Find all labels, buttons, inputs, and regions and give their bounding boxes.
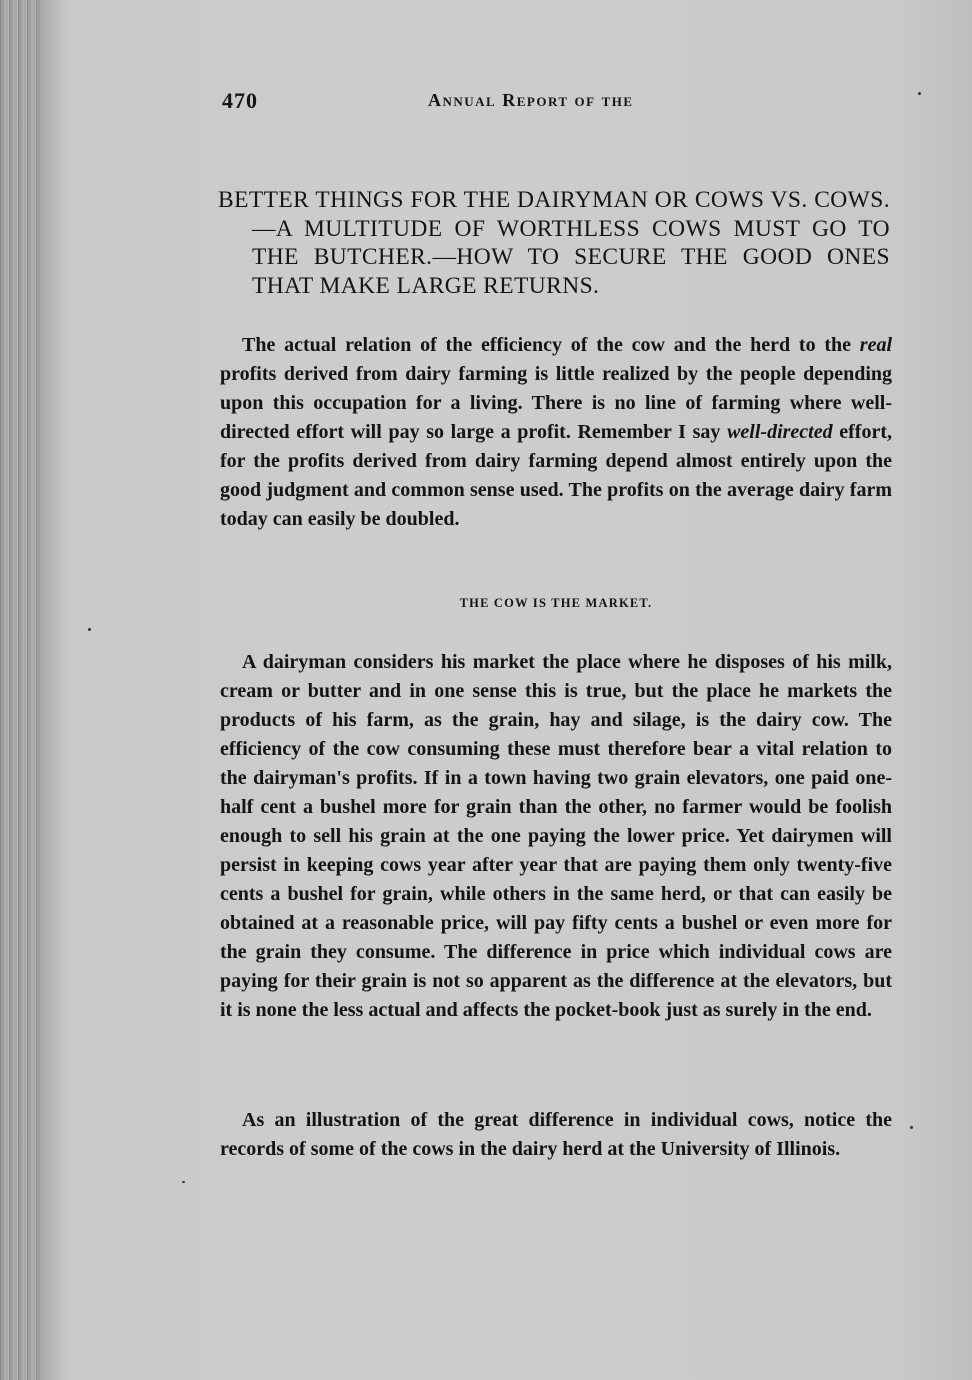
running-head: Annual Report of the (428, 90, 634, 110)
page-number: 470 (222, 88, 258, 113)
intro-emphasis-well-directed: well-directed (727, 421, 833, 443)
page-header (222, 88, 888, 120)
intro-paragraph (220, 331, 892, 534)
market-paragraph: A dairyman considers his market the place where he disposes of his milk, cream or butter and in one sense this is true, but the place he markets the products of his farm, as the grain, hay and silage, is the dairy cow. The efficiency of the cow consuming these must therefore bear a vital relation to the dairyman's profits. If in a town having two grain elevators, one paid one-half cent a bushel more for grain than the other, no farmer would be foolish enough to sell his grain at the one paying the lower price. Yet dairymen will persist in keeping cows year after year that are paying them only twenty-five cents a bushel for grain, while others in the same herd, or that can easily be obtained at a reasonable price, will pay fifty cents a bushel or even more for the grain they consume. The difference in price which individual cows are paying for their grain is not so apparent as the difference at the elevators, but it is none the less actual and affects the pocket-book just as surely in the end. (220, 651, 892, 1021)
binding-shadow (40, 0, 70, 1380)
intro-text-a: The actual relation of the efficiency of the cow and the herd to the (242, 334, 860, 356)
intro-text-b: profits derived from dairy farming is little realized by the people depending upon this occupation for a living. There is no line of farming where well-directed effort will pay so large a profit. Remember I say (220, 363, 892, 443)
paper-speck (910, 1126, 913, 1129)
book-binding-edge (0, 0, 40, 1380)
paper-speck (88, 628, 91, 631)
illustration-paragraph: As an illustration of the great difference in individual cows, notice the records of some of the cows in the dairy herd at the University of Illinois. (220, 1109, 892, 1160)
intro-emphasis-real: real (859, 334, 892, 356)
paper-speck (182, 1181, 185, 1183)
intro-text-c: effort, for the profits derived from dairy farming depend almost entirely upon the good judgment and common sense used. The profits on the average dairy farm today can easily be doubled. (220, 421, 893, 530)
section-heading: THE COW IS THE MARKET. (459, 596, 653, 610)
chapter-title: BETTER THINGS FOR THE DAIRYMAN OR COWS VS. COWS.—A MULTITUDE OF WORTHLESS COWS MUST GO TO THE BUTCHER.—HOW TO SECURE THE GOOD ONES THAT MAKE LARGE RETURNS. (218, 187, 890, 299)
paper-speck (918, 92, 921, 95)
